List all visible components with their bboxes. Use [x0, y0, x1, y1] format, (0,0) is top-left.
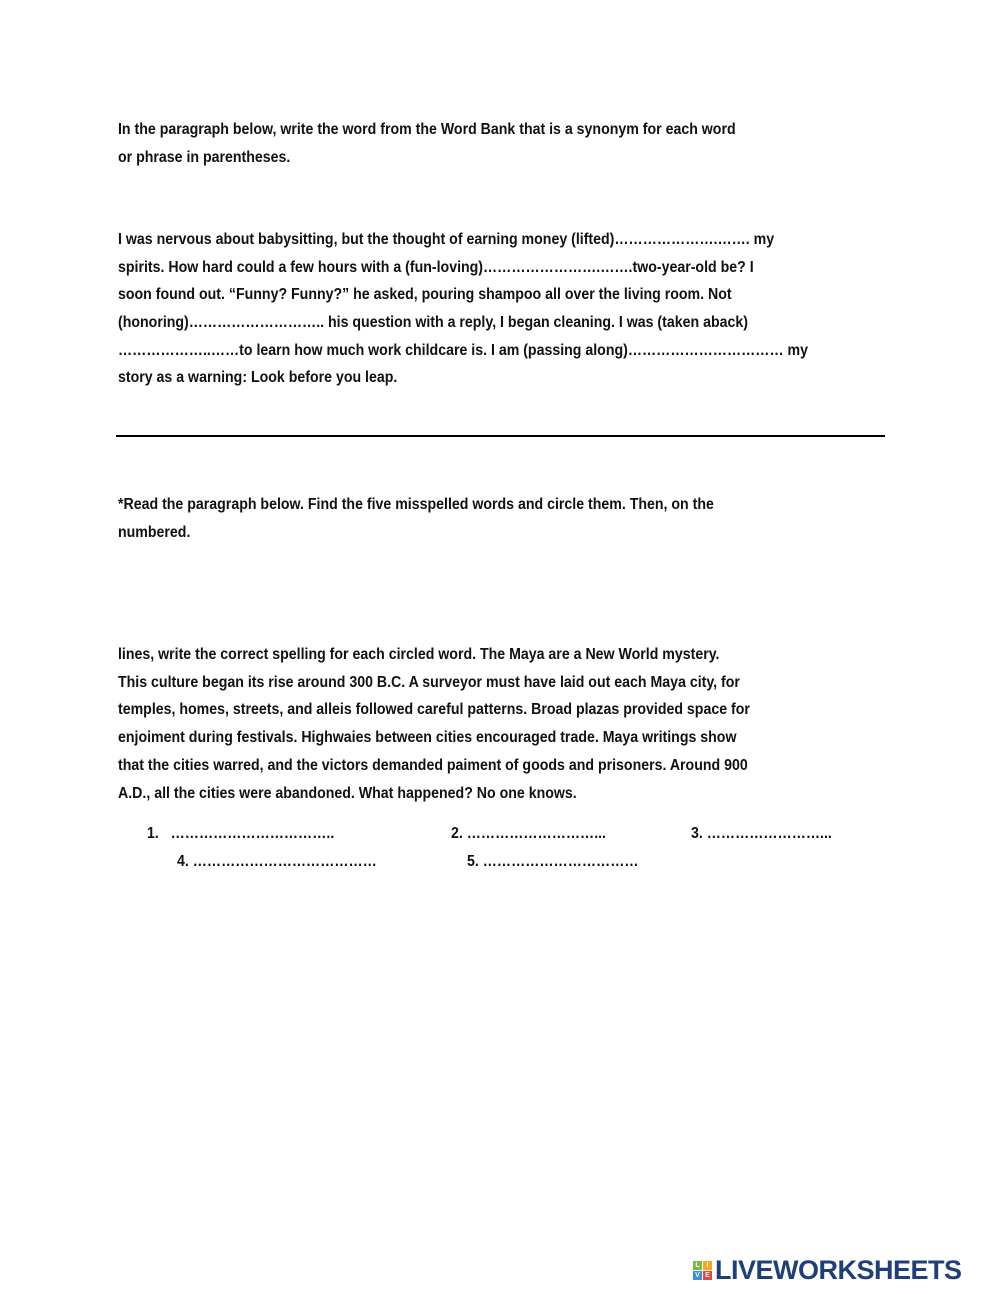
logo-text: LIVEWORKSHEETS [715, 1255, 962, 1285]
answer-5[interactable] [467, 852, 639, 872]
answer-number: 1. [147, 825, 159, 842]
answer-blank[interactable]: …………………………… [482, 853, 639, 870]
answer-2[interactable] [451, 824, 606, 844]
paragraph-line: that the cities warred, and the victors demanded paiment of goods and prisoners. Around 900 [118, 757, 748, 774]
answer-number: 5. [467, 853, 479, 870]
paragraph-line: spirits. How hard could a few hours with a (fun-loving)…………………….…….two-year-old be? I [118, 259, 754, 276]
logo-block: E [703, 1271, 712, 1280]
paragraph-line: (honoring)……………………….. his question with a reply, I began cleaning. I was (taken aback) [118, 314, 748, 331]
paragraph-line: temples, homes, streets, and alleis followed careful patterns. Broad plazas provided space for [118, 701, 750, 718]
paragraph-line: lines, write the correct spelling for each circled word. The Maya are a New World mystery. [118, 646, 720, 663]
paragraph-line: enjoiment during festivals. Highwaies between cities encouraged trade. Maya writings show [118, 729, 737, 746]
answer-number: 3. [691, 825, 703, 842]
logo-blocks-icon [693, 1261, 712, 1280]
paragraph-line: I was nervous about babysitting, but the thought of earning money (lifted)………………….……. my [118, 231, 775, 248]
answer-1[interactable] [147, 824, 334, 844]
instruction-line: or phrase in parentheses. [118, 149, 291, 166]
answer-blank[interactable]: ………………………………… [192, 853, 377, 870]
answer-number: 4. [177, 853, 189, 870]
answer-3[interactable] [691, 824, 832, 844]
logo-block: V [693, 1271, 702, 1280]
paragraph-line: story as a warning: Look before you leap. [118, 369, 398, 386]
answer-4[interactable] [177, 852, 377, 872]
answer-number: 2. [451, 825, 463, 842]
answer-blank[interactable]: ………………………... [466, 825, 606, 842]
liveworksheets-logo [693, 1256, 962, 1284]
logo-block: L [693, 1261, 702, 1270]
instruction-line: numbered. [118, 524, 191, 541]
answer-blank[interactable]: …………………………….. [170, 825, 335, 842]
paragraph-line: ………………..……to learn how much work childcare is. I am (passing along)…………………………… my [118, 342, 809, 359]
section-divider [116, 435, 885, 437]
instruction-line: *Read the paragraph below. Find the five misspelled words and circle them. Then, on the [118, 496, 714, 513]
paragraph-line: soon found out. “Funny? Funny?” he asked, pouring shampoo all over the living room. Not [118, 286, 732, 303]
answer-blank[interactable]: ……………………... [706, 825, 832, 842]
paragraph-line: This culture began its rise around 300 B.C. A surveyor must have laid out each Maya city, for [118, 674, 740, 691]
logo-block: I [703, 1261, 712, 1270]
paragraph-line: A.D., all the cities were abandoned. What happened? No one knows. [118, 785, 577, 802]
instruction-line: In the paragraph below, write the word from the Word Bank that is a synonym for each word [118, 121, 736, 138]
